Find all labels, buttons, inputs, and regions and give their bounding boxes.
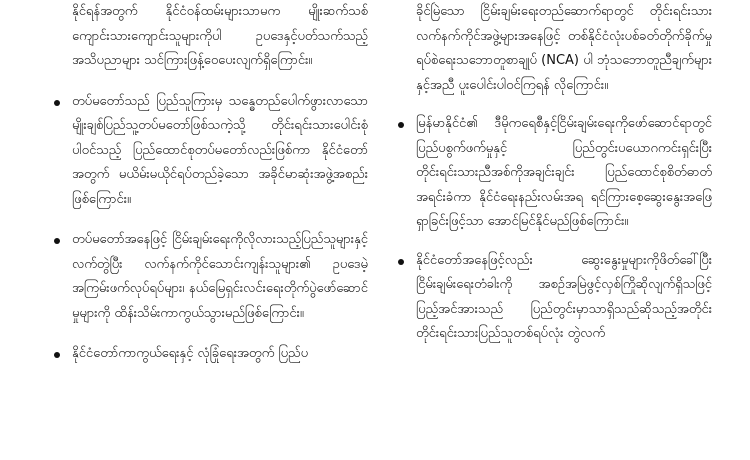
left-column [48, 0, 368, 367]
bullet-paragraph [392, 249, 712, 347]
bullet-paragraph [48, 228, 368, 326]
bullet-text: နိုင်ငံတော်ကာကွယ်ရေးနှင့် လုံခြုံရေးအတွက် ပြည်ပ [72, 346, 309, 361]
bullet-paragraph [392, 112, 712, 235]
bullet-paragraph [48, 342, 368, 367]
bullet-icon [54, 100, 60, 106]
bullet-icon [54, 352, 60, 358]
bullet-text: တပ်မတော်သည် ပြည်သူကြားမှ သန္ဓေတည်ပေါက်ဖွားလာသော မျိုးချစ်ပြည်သူ့တပ်မတော်ဖြစ်သကဲ့သို့ တိုင်းရင်းသားပေါင်းစုံပါဝင်သည့် ပြည်ထောင်စုတပ်မတော်လည်းဖြစ်ကာ နိုင်ငံတော်အတွက် မယိမ်းမယိုင်ရပ်တည်ခဲ့သော အခိုင်မာဆုံးအဖွဲ့အစည်းဖြစ်ကြောင်း။ [72, 93, 368, 207]
bullet-icon [398, 259, 404, 265]
bullet-icon [54, 238, 60, 244]
right-column [392, 0, 712, 347]
paragraph-continuation: ခိုင်မြဲသော ငြိမ်းချမ်းရေးတည်ဆောက်ရာတွင် တိုင်းရင်းသားလက်နက်ကိုင်အဖွဲ့များအနေဖြင့် တစ်နိုင်ငံလုံးပစ်ခတ်တိုက်ခိုက်မှုရပ်စဲရေးသဘောတူစာချုပ် (NCA) ပါ ဘုံသဘောတူညီချက်များနှင့်အညီ ပူးပေါင်းပါဝင်ကြရန် လိုကြောင်း။ [416, 4, 712, 93]
bullet-text: နိုင်ငံတော်အနေဖြင့်လည်း ဆွေးနွေးမှုများကိုဖိတ်ခေါ်ပြီး ငြိမ်းချမ်းရေးတံခါးကို အစဉ်အမြဲဖွင့်လှစ်ကြိုဆိုလျက်ရှိသဖြင့် ပြည့်အင်အားသည် ပြည်တွင်းမှာသာရှိသည်ဆိုသည့်အတိုင်း တိုင်းရင်းသားပြည်သူတစ်ရပ်လုံး တွဲလက် [416, 252, 712, 341]
bullet-text: မြန်မာနိုင်ငံ၏ ဒီမိုကရေစီနှင့်ငြိမ်းချမ်းရေးကိုဖော်ဆောင်ရာတွင် ပြည်ပစွက်ဖက်မှုနှင့် ပြည်တွင်းပယောဂကင်းရှင်းပြီး တိုင်းရင်းသားညီအစ်ကိုအချင်းချင်း ပြည်ထောင်စုစိတ်ဓာတ်အရင်းခံကာ နိုင်ငံရေးနည်းလမ်းအရ ရင်ကြားစေ့ဆွေးနွေးအဖြေရှာခြင်းဖြင့်သာ အောင်မြင်နိုင်မည်ဖြစ်ကြောင်း။ [416, 116, 712, 229]
bullet-paragraph [48, 90, 368, 213]
bullet-text: တပ်မတော်အနေဖြင့် ငြိမ်းချမ်းရေးကိုလိုလားသည့်ပြည်သူများနှင့်လက်တွဲပြီး လက်နက်ကိုင်သောင်းကျန်းသူများ၏ ဥပဒေမဲ့အကြမ်းဖက်လုပ်ရပ်များ၊ နယ်မြေရှင်းလင်းရေးတိုက်ပွဲဖော်ဆောင်မှုများကို ထိန်းသိမ်းကာကွယ်သွားမည်ဖြစ်ကြောင်း။ [72, 232, 368, 321]
bullet-icon [398, 122, 404, 128]
paragraph-continuation: နိုင်ရန်အတွက် နိုင်ငံဝန်ထမ်းများသာမက မျိုးဆက်သစ်ကျောင်းသားကျောင်းသူများကိုပါ ဥပဒေနှင့်ပတ်သက်သည့် အသိပညာများ သင်ကြားဖြန့်ဝေပေးလျက်ရှိကြောင်း။ [72, 4, 368, 68]
